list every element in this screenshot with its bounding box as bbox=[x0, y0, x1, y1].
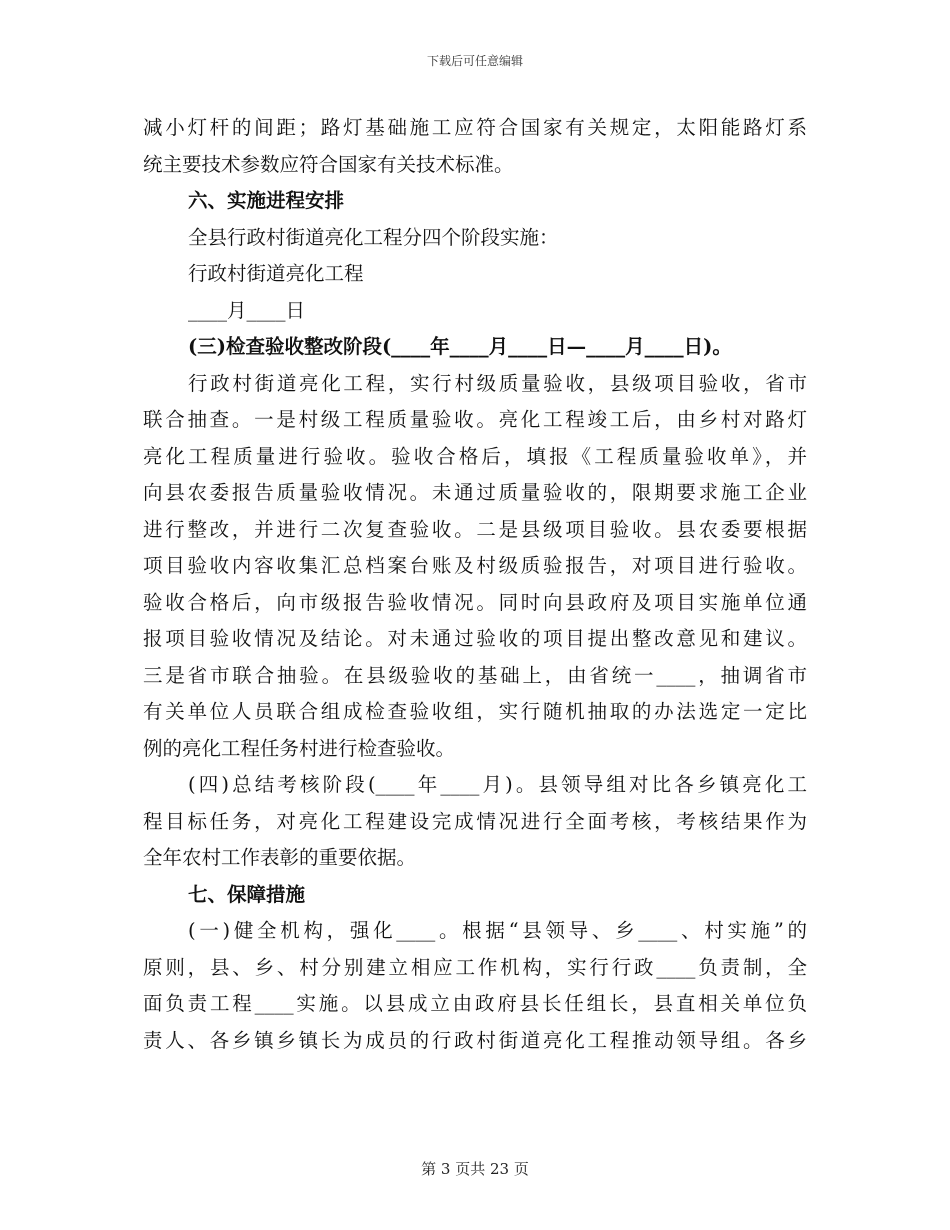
page-header: 下载后可任意编辑 bbox=[426, 54, 523, 68]
body-text-line: 面负责工程____实施。以县成立由政府县长任组长，县直相关单位负 bbox=[143, 992, 807, 1015]
body-text-line: 亮化工程质量进行验收。验收合格后，填报《工程质量验收单》，并 bbox=[143, 444, 807, 468]
section-heading-line: 六、实施进程安排 bbox=[188, 189, 345, 212]
body-text-line: 统主要技术参数应符合国家有关技术标准。 bbox=[143, 152, 514, 176]
body-text-line: 有关单位人员联合组成检查验收组，实行随机抽取的办法选定一定比 bbox=[143, 700, 807, 723]
body-text-line: 进行整改，并进行二次复查验收。二是县级项目验收。县农委要根据 bbox=[143, 517, 807, 541]
body-text-line: 验收合格后，向市级报告验收情况。同时向县政府及项目实施单位通 bbox=[143, 590, 807, 614]
body-text-line: (四)总结考核阶段(____年____月)。县领导组对比各乡镇亮化工 bbox=[188, 773, 807, 796]
body-text-line: 行政村街道亮化工程，实行村级质量验收，县级项目验收，省市 bbox=[188, 371, 807, 395]
body-text-line: 报项目验收情况及结论。对未通过验收的项目提出整改意见和建议。 bbox=[143, 627, 807, 650]
body-text-line: ____月____日 bbox=[188, 298, 306, 322]
document-body bbox=[143, 110, 807, 1059]
body-text-line: 行政村街道亮化工程 bbox=[188, 262, 364, 285]
section-heading-line: (三)检查验收整改阶段(____年____月____日—____月____日)。 bbox=[188, 335, 732, 358]
body-text-line: 向县农委报告质量验收情况。未通过质量验收的，限期要求施工企业 bbox=[143, 481, 807, 504]
body-text-line: 全年农村工作表彰的重要依据。 bbox=[143, 846, 417, 869]
section-heading-line: 七、保障措施 bbox=[188, 882, 306, 906]
body-text-line: 项目验收内容收集汇总档案台账及村级质验报告，对项目进行验收。 bbox=[143, 554, 807, 577]
body-text-line: 联合抽查。一是村级工程质量验收。亮化工程竣工后，由乡村对路灯 bbox=[143, 408, 807, 431]
body-text-line: 程目标任务，对亮化工程建设完成情况进行全面考核，考核结果作为 bbox=[143, 809, 807, 833]
body-text-line: (一)健全机构，强化____。根据“县领导、乡____、村实施”的 bbox=[188, 919, 807, 942]
body-text-line: 原则，县、乡、村分别建立相应工作机构，实行行政____负责制，全 bbox=[143, 955, 807, 979]
body-text-line: 减小灯杆的间距；路灯基础施工应符合国家有关规定，太阳能路灯系 bbox=[143, 116, 807, 139]
body-text-line: 例的亮化工程任务村进行检查验收。 bbox=[143, 736, 456, 760]
body-text-line: 三是省市联合抽验。在县级验收的基础上，由省统一____，抽调省市 bbox=[143, 663, 807, 687]
body-text-line: 责人、各乡镇乡镇长为成员的行政村街道亮化工程推动领导组。各乡 bbox=[143, 1028, 807, 1052]
page-footer: 第 3 页共 23 页 bbox=[421, 1160, 529, 1178]
body-text-line: 全县行政村街道亮化工程分四个阶段实施： bbox=[188, 225, 559, 249]
